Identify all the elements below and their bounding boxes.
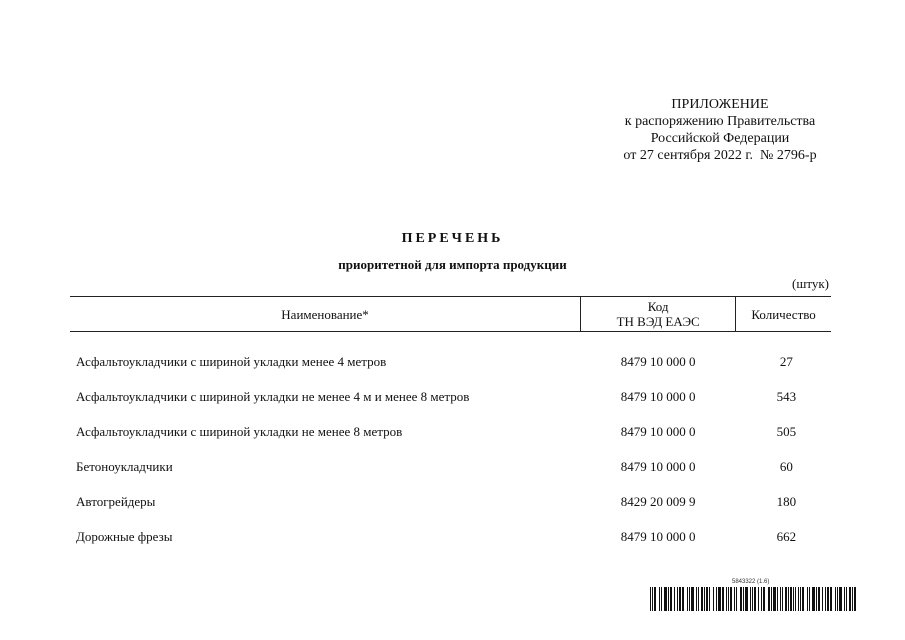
- barcode-bar: [818, 587, 820, 611]
- barcode-bar: [802, 587, 804, 611]
- barcode-icon: [650, 587, 857, 611]
- row-name: Дорожные фрезы: [76, 528, 173, 544]
- row-code: 8479 10 000 0: [620, 458, 696, 474]
- barcode-bar: [835, 587, 836, 611]
- barcode-bar: [798, 587, 799, 611]
- barcode-bar: [839, 587, 842, 611]
- barcode-bar: [763, 587, 765, 611]
- barcode-bar: [780, 587, 781, 611]
- barcode-bar: [754, 587, 756, 611]
- barcode-bar: [726, 587, 727, 611]
- header-code-line1: Код: [647, 299, 669, 314]
- products-table-wrapper: [70, 296, 831, 554]
- table-header-row: [70, 297, 831, 332]
- barcode-bar: [844, 587, 845, 611]
- barcode-bar: [812, 587, 815, 611]
- barcode-bar: [800, 587, 801, 611]
- barcode-bar: [713, 587, 714, 611]
- barcode-bar: [704, 587, 705, 611]
- table-row: [70, 484, 831, 519]
- products-table: [70, 296, 831, 554]
- barcode-bar: [854, 587, 856, 611]
- barcode-bar: [659, 587, 660, 611]
- barcode-bar: [722, 587, 724, 611]
- row-code: 8479 10 000 0: [620, 388, 696, 404]
- barcode-bar: [758, 587, 759, 611]
- barcode-bar: [761, 587, 762, 611]
- barcode-bar: [825, 587, 826, 611]
- document-title: ПЕРЕЧЕНЬ: [401, 231, 504, 246]
- header-quantity: Количество: [736, 297, 831, 332]
- appendix-order-line: к распоряжению Правительства: [624, 114, 816, 129]
- row-quantity: 27: [779, 353, 793, 369]
- barcode-bar: [668, 587, 669, 611]
- barcode-bar: [674, 587, 675, 611]
- barcode-bar: [670, 587, 672, 611]
- barcode-bar: [793, 587, 794, 611]
- barcode-bar: [743, 587, 744, 611]
- row-code: 8429 20 009 9: [620, 493, 696, 509]
- barcode-bar: [687, 587, 688, 611]
- row-name: Асфальтоукладчики с шириной укладки менее 4 метров: [76, 353, 387, 369]
- barcode-bar: [771, 587, 772, 611]
- barcode-bar: [734, 587, 735, 611]
- barcode-bar: [816, 587, 817, 611]
- barcode-bar: [785, 587, 787, 611]
- barcode-bar: [696, 587, 697, 611]
- barcode-bar: [679, 587, 681, 611]
- row-code: 8479 10 000 0: [620, 423, 696, 439]
- table-row: [70, 379, 831, 414]
- barcode-bar: [689, 587, 690, 611]
- barcode-bar: [750, 587, 751, 611]
- header-code-line2: ТН ВЭД ЕАЭС: [616, 314, 700, 329]
- barcode-bar: [652, 587, 653, 611]
- barcode-bar: [752, 587, 753, 611]
- barcode-bar: [790, 587, 792, 611]
- row-quantity: 543: [776, 388, 797, 404]
- barcode-bar: [728, 587, 729, 611]
- barcode-bar: [745, 587, 748, 611]
- barcode-bar: [730, 587, 732, 611]
- header-code: [581, 297, 736, 332]
- row-quantity: 60: [779, 458, 793, 474]
- row-name: Асфальтоукладчики с шириной укладки не менее 8 метров: [76, 423, 403, 439]
- appendix-date-number: от 27 сентября 2022 г. № 2796-р: [623, 148, 817, 163]
- barcode-bar: [846, 587, 847, 611]
- barcode-bar: [709, 587, 710, 611]
- barcode-bar: [654, 587, 656, 611]
- row-code: 8479 10 000 0: [620, 353, 696, 369]
- barcode-bar: [740, 587, 742, 611]
- appendix-government-line: Российской Федерации: [650, 131, 790, 146]
- barcode-bar: [788, 587, 789, 611]
- barcode-bar: [691, 587, 694, 611]
- row-quantity: 505: [776, 423, 797, 439]
- table-row: [70, 414, 831, 449]
- appendix-header: [600, 96, 840, 164]
- barcode-bar: [809, 587, 810, 611]
- barcode-bar: [807, 587, 808, 611]
- barcode-bar: [677, 587, 678, 611]
- units-label: (штук): [792, 276, 829, 291]
- header-name: Наименование*: [70, 297, 581, 332]
- barcode-bar: [661, 587, 662, 611]
- table-row: [70, 449, 831, 484]
- row-quantity: 180: [776, 493, 797, 509]
- barcode-bar: [682, 587, 684, 611]
- barcode-bar: [849, 587, 851, 611]
- barcode-bar: [827, 587, 829, 611]
- row-name: Бетоноукладчики: [76, 458, 173, 474]
- barcode-bar: [706, 587, 708, 611]
- row-code: 8479 10 000 0: [620, 528, 696, 544]
- barcode-bar: [852, 587, 853, 611]
- table-row: [70, 519, 831, 554]
- barcode-bar: [795, 587, 796, 611]
- row-name: Автогрейдеры: [76, 493, 156, 509]
- table-row: [70, 332, 831, 380]
- barcode-bar: [716, 587, 717, 611]
- row-name: Асфальтоукладчики с шириной укладки не менее 4 м и менее 8 метров: [76, 388, 470, 404]
- row-quantity: 662: [776, 528, 797, 544]
- barcode-bar: [773, 587, 776, 611]
- barcode-bar: [664, 587, 667, 611]
- barcode-bar: [822, 587, 823, 611]
- barcode-bar: [650, 587, 651, 611]
- barcode-bar: [698, 587, 699, 611]
- barcode-bar: [837, 587, 838, 611]
- barcode-bar: [701, 587, 703, 611]
- barcode-bar: [782, 587, 783, 611]
- barcode-bar: [777, 587, 778, 611]
- barcode-bar: [830, 587, 832, 611]
- document-subtitle: приоритетной для импорта продукции: [338, 257, 567, 272]
- appendix-label: ПРИЛОЖЕНИЕ: [671, 97, 769, 112]
- barcode-bar: [736, 587, 737, 611]
- barcode-bar: [718, 587, 721, 611]
- barcode-bar: [768, 587, 770, 611]
- barcode-label: 5843322 (1.6): [732, 579, 770, 585]
